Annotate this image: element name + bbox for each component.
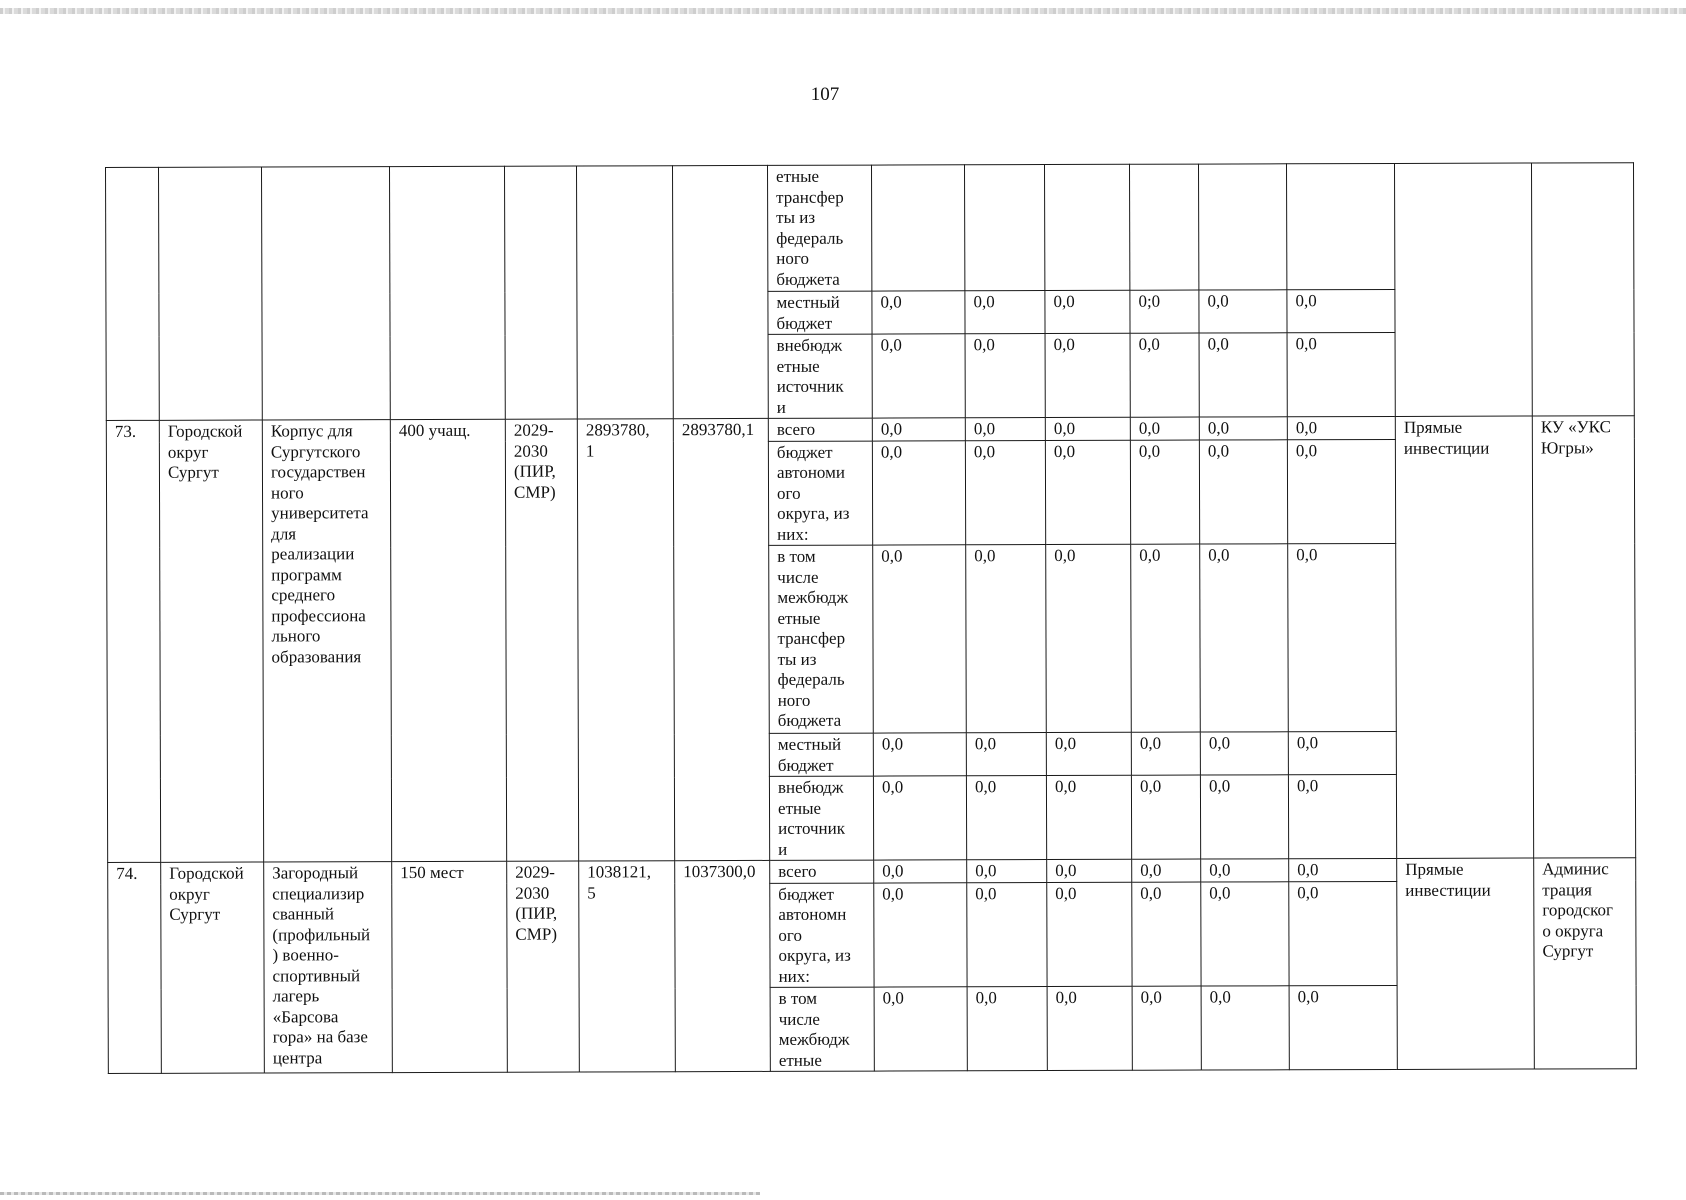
cell-value: 0,0 [872, 291, 965, 334]
cell-mechanism [1394, 163, 1532, 416]
scan-edge-bottom [0, 1192, 760, 1195]
cell-source: всего [770, 860, 874, 883]
cell-source: местный бюджет [768, 291, 872, 334]
cell-value: 0,0 [1047, 882, 1132, 987]
cell-value: 0,0 [1287, 332, 1395, 416]
cell-source: местный бюджет [769, 733, 873, 776]
cell-value: 0,0 [1199, 439, 1287, 544]
cell-source: всего [768, 418, 872, 441]
cell-cost-total: 2893780, 1 [577, 419, 674, 861]
cell-value: 0,0 [1289, 881, 1397, 986]
cell-value: 0,0 [966, 776, 1046, 860]
cell-value: 0,0 [965, 334, 1045, 418]
cell-value: 0,0 [872, 440, 965, 545]
cell-value: 0,0 [1046, 544, 1132, 732]
cell-value: 0,0 [967, 882, 1047, 987]
table-row [106, 163, 1634, 294]
page-number: 107 [810, 84, 840, 105]
cell-value: 0,0 [1131, 775, 1200, 859]
cell-value: 0,0 [874, 860, 967, 883]
cell-responsible: Админис трация городског о округа Сургут [1534, 858, 1637, 1069]
cell-value: 0,0 [966, 733, 1046, 776]
cell-cost-remaining: 2893780,1 [673, 418, 769, 860]
cell-value: 0,0 [873, 776, 966, 860]
cell-num [106, 167, 160, 420]
cell-source: в том числе межбюдж етные трансфер ты из федераль ного бюджета [769, 545, 874, 733]
cell-num: 73. [106, 420, 160, 862]
cell-object-name: Загородный специализир сванный (профильный ) военно- спортивный лагерь «Барсова гора» на базе центра [264, 862, 393, 1073]
cell-value: 0,0 [1046, 775, 1131, 859]
cell-source: бюджет автономи ого округа, из них: [768, 441, 872, 546]
cell-value: 0,0 [1046, 732, 1131, 775]
cell-value: 0,0 [1287, 289, 1395, 332]
cell-object-name: Корпус для Сургутского государствен ного университета для реализации программ среднего профессиона льного образования [262, 420, 391, 862]
cell-value: 0,0 [872, 418, 965, 441]
cell-value: 0,0 [965, 440, 1045, 545]
cell-capacity [390, 166, 506, 419]
cell-value: 0,0 [1199, 333, 1287, 417]
cell-responsible: КУ «УКС Югры» [1532, 416, 1635, 858]
cell-value: 0,0 [1045, 333, 1130, 417]
cell-value: 0,0 [1045, 417, 1130, 440]
cell-value [1286, 163, 1394, 289]
cell-value: 0,0 [1289, 985, 1397, 1069]
cell-period: 2029- 2030 (ПИР, СМР) [505, 419, 578, 861]
cell-cost-remaining: 1037300,0 [675, 860, 771, 1071]
cell-value: 0,0 [873, 733, 966, 776]
cell-value: 0,0 [967, 987, 1047, 1071]
cell-cost-remaining [672, 165, 768, 418]
cell-value: 0,0 [1287, 439, 1395, 544]
cell-value: 0,0 [1047, 986, 1132, 1070]
cell-source: бюджет автономн ого округа, из них: [770, 883, 874, 988]
cell-source: етные трансфер ты из федераль ного бюджета [767, 165, 871, 291]
cell-value: 0,0 [1131, 732, 1200, 775]
cell-value: 0,0 [967, 860, 1047, 883]
cell-value: 0,0 [1288, 543, 1397, 731]
cell-value: 0,0 [1200, 544, 1289, 732]
cell-value: 0,0 [873, 545, 967, 733]
cell-value: 0,0 [874, 882, 967, 987]
cell-source: в том числе межбюдж етные [770, 987, 874, 1071]
cell-municipality [159, 167, 263, 420]
cell-cost-total [576, 166, 673, 419]
cell-value: 0,0 [1045, 290, 1130, 333]
cell-value: 0,0 [1288, 774, 1396, 858]
cell-value: 0,0 [1047, 859, 1132, 882]
cell-cost-total: 1038121, 5 [579, 861, 676, 1072]
cell-value: 0,0 [1199, 417, 1287, 440]
cell-value: 0,0 [1200, 732, 1288, 775]
cell-mechanism: Прямые инвестиции [1395, 416, 1533, 858]
cell-value: 0,0 [1045, 440, 1130, 545]
cell-value: 0,0 [1201, 986, 1289, 1070]
table-row [106, 416, 1634, 443]
cell-municipality: Городской округ Сургут [161, 862, 265, 1073]
cell-value: 0,0 [1201, 881, 1289, 986]
cell-num: 74. [108, 862, 162, 1073]
cell-value: 0,0 [1131, 544, 1201, 732]
cell-value [1198, 164, 1286, 290]
cell-value: 0,0 [1130, 333, 1199, 417]
cell-value [1044, 164, 1129, 290]
cell-value: 0,0 [1130, 440, 1199, 545]
cell-capacity: 150 мест [392, 861, 508, 1072]
cell-value: 0,0 [1289, 858, 1397, 881]
cell-value: 0,0 [1288, 731, 1396, 774]
cell-value: 0,0 [1132, 986, 1201, 1070]
cell-value: 0,0 [1132, 882, 1201, 987]
budget-table [105, 162, 1637, 1074]
cell-period: 2029- 2030 (ПИР, СМР) [507, 861, 580, 1072]
cell-value: 0,0 [965, 291, 1045, 334]
cell-value: 0,0 [965, 418, 1045, 441]
cell-value [871, 165, 964, 291]
cell-mechanism: Прямые инвестиции [1397, 858, 1535, 1069]
cell-value: 0;0 [1130, 290, 1199, 333]
cell-value: 0,0 [1199, 290, 1287, 333]
cell-value [964, 165, 1044, 291]
cell-value: 0,0 [874, 987, 967, 1071]
table-row [108, 858, 1636, 885]
cell-object-name [262, 167, 391, 420]
cell-value: 0,0 [1132, 859, 1201, 882]
cell-period [504, 166, 577, 419]
cell-value: 0,0 [966, 545, 1047, 733]
cell-value: 0,0 [1201, 859, 1289, 882]
cell-responsible [1531, 163, 1634, 416]
cell-source: внебюдж етные источник и [768, 334, 872, 418]
cell-source: внебюдж етные источник и [769, 776, 873, 860]
cell-capacity: 400 учащ. [390, 419, 506, 861]
cell-value: 0,0 [1130, 417, 1199, 440]
scan-edge-top [0, 8, 1686, 14]
cell-value [1129, 164, 1198, 290]
cell-value: 0,0 [1200, 775, 1288, 859]
cell-value: 0,0 [1287, 416, 1395, 439]
cell-municipality: Городской округ Сургут [159, 420, 263, 862]
cell-value: 0,0 [872, 334, 965, 418]
